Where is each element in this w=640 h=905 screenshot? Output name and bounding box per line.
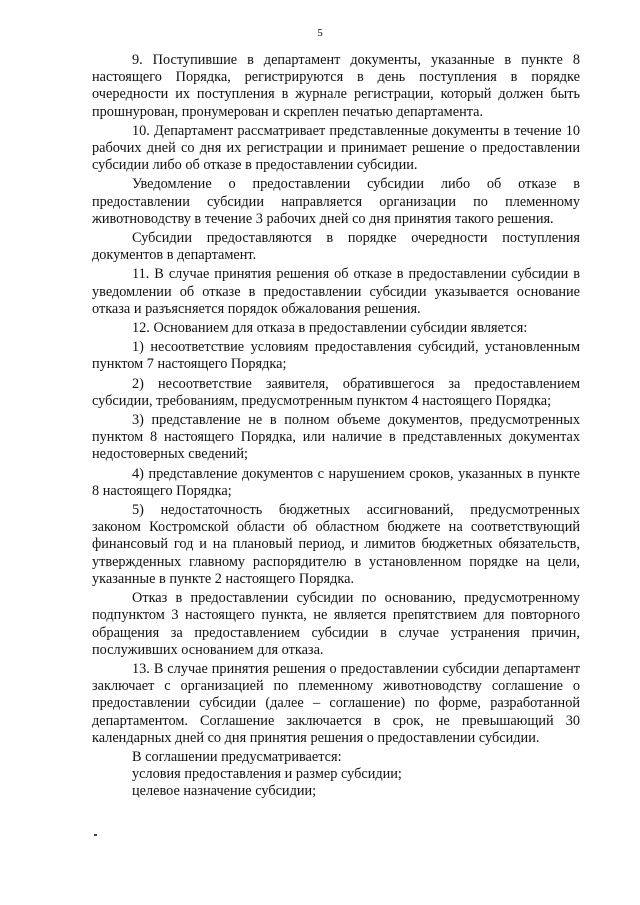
scan-speck	[94, 834, 97, 836]
paragraph-notification: Уведомление о предоставлении субсидии либо об отказе в предоставлении субсидии направляется организации по племенному животноводству в течение 3 рабочих дней со дня принятия такого решения.	[92, 176, 580, 227]
paragraph-13: 13. В случае принятия решения о предоставлении субсидии департамент заключает с организацией по племенному животноводству соглашение о предоставлении субсидии (далее – соглашение) по форме, разработанной департаментом. Соглашение заключается в срок, не превышающий 30 календарных дней со дня принятия решения о предоставлении субсидии.	[92, 660, 580, 746]
refusal-ground-3: 3) представление не в полном объеме документов, предусмотренных пунктом 8 настоящего Порядка, или наличие в представленных документах недостоверных сведений;	[92, 412, 580, 463]
agreement-item-conditions: условия предоставления и размер субсидии;	[132, 766, 402, 783]
document-body	[92, 52, 580, 801]
refusal-ground-2: 2) несоответствие заявителя, обратившегося за предоставлением субсидии, требованиям, предусмотренным пунктом 4 настоящего Порядка;	[92, 375, 580, 409]
paragraph-order: Субсидии предоставляются в порядке очередности поступления документов в департамент.	[92, 230, 580, 264]
paragraph-12: 12. Основанием для отказа в предоставлении субсидии является:	[132, 320, 528, 337]
refusal-ground-4: 4) представление документов с нарушением сроков, указанных в пункте 8 настоящего Порядка;	[92, 465, 580, 499]
agreement-intro: В соглашении предусматривается:	[132, 748, 342, 765]
page-number: 5	[317, 27, 323, 39]
paragraph-10: 10. Департамент рассматривает представленные документы в течение 10 рабочих дней со дня их регистрации и принимает решение о предоставлении субсидии либо об отказе в предоставлении субсидии.	[92, 122, 580, 174]
paragraph-refusal-note: Отказ в предоставлении субсидии по основанию, предусмотренному подпунктом 3 настоящего пункта, не является препятствием для повторного обращения за предоставлением субсидии в случае устранения причин, послуживших основанием для отказа.	[92, 590, 580, 658]
paragraph-9: 9. Поступившие в департамент документы, указанные в пункте 8 настоящего Порядка, регистрируются в день поступления в порядке очередности их поступления в журнале регистрации, который должен быть прошнурован, пронумерован и скреплен печатью департамента.	[92, 52, 580, 120]
agreement-item-purpose: целевое назначение субсидии;	[132, 783, 317, 800]
refusal-ground-1: 1) несоответствие условиям предоставления субсидий, установленным пунктом 7 настоящего Порядка;	[92, 339, 580, 373]
refusal-ground-5: 5) недостаточность бюджетных ассигнований, предусмотренных законом Костромской области об областном бюджете на соответствующий финансовый год и на плановый период, и лимитов бюджетных обязательств, утвержденных главному распорядителю в установленном порядке на цели, указанные в пункте 2 настоящего Порядка.	[92, 502, 580, 587]
paragraph-11: 11. В случае принятия решения об отказе в предоставлении субсидии в уведомлении об отказе в предоставлении субсидии указывается основание отказа и разъясняется порядок обжалования решения.	[92, 266, 580, 317]
